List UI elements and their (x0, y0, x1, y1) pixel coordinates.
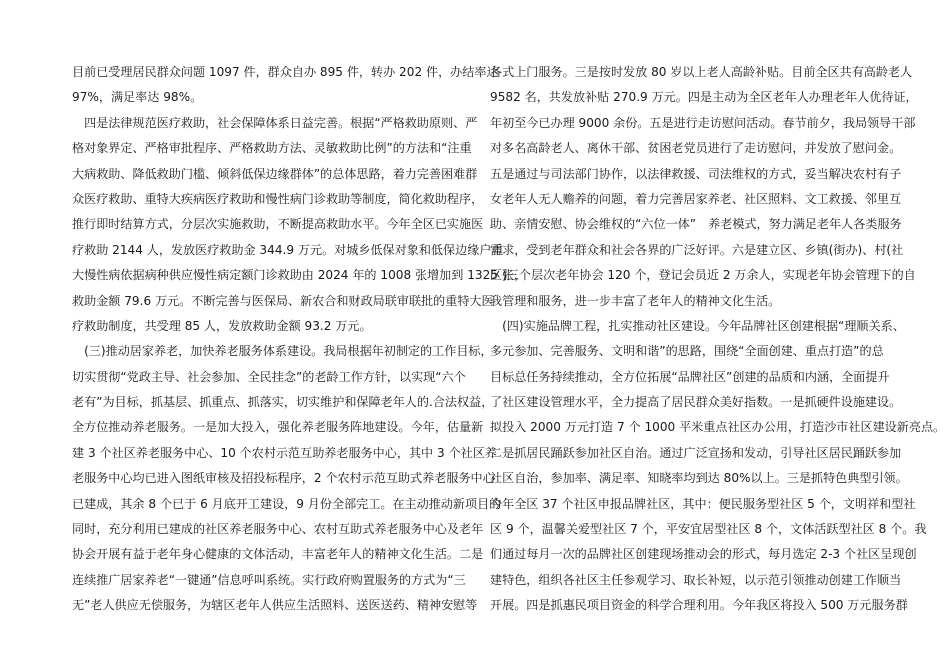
right-text-line: 建特色，组织各社区主任参观学习、取长补短，以示范引领推动创建工作顺当 (490, 572, 902, 587)
left-text-line: 疗救助 2144 人，发放医疗救助金 344.9 万元。对城乡低保对象和低保边缘户重 (72, 242, 504, 257)
left-text-line: 格对象界定、严格审批程序、严格救助方法、灵敏救助比例”的方法和“注重 (72, 141, 472, 156)
right-text-line: 五是通过与司法部门协作，以法律救援、司法维权的方式，妥当解决农村有子 (490, 166, 902, 181)
left-text-line: 建 3 个社区养老服务中心、10 个农村示范互助养老服务中心，其中 3 个社区养 (72, 445, 497, 460)
left-text-line: 97%，满足率达 98%。 (72, 90, 203, 105)
right-text-line: 目标总任务持续推动，全方位拓展“品牌社区”创建的品质和内涵，全面提升 (490, 369, 890, 384)
left-text-line: 目前已受理居民群众问题 1097 件，群众自办 895 件，转办 202 件，办结率达 (72, 65, 499, 79)
right-text-line: 区)三个层次老年协会 120 个，登记会员近 2 万余人，实现老年协会管理下的自 (490, 268, 916, 283)
left-text-line: 连续推广居家养老“一键通”信息呼叫系统。实行政府购置服务的方式为“三 (72, 572, 466, 587)
right-text-line: 区 9 个，温馨关爱型社区 7 个，平安宜居型社区 8 个，文体活跃型社区 8 个。我 (490, 522, 927, 537)
left-text-line: 老服务中心均已进入图纸审核及招投标程序，2 个农村示范互助式养老服务中心 (72, 471, 495, 486)
right-text-line: 社区自治，参加率、满足率、知晓率均到达 80%以上。三是抓特色典型引领。 (490, 471, 908, 486)
right-text-line: 了社区建设管理水平，全力提高了居民群众美好指数。一是抓硬件设施建设。 (490, 395, 902, 410)
left-text-line: 协会开展有益于老年身心健康的文体活动，丰富老年人的精神文化生活。二是 (72, 547, 484, 562)
right-text-line: 多元参加、完善服务、文明和谐”的思路，围绕“全面创建、重点打造”的总 (490, 344, 884, 359)
right-text-line: 女老年人无人赡养的问题，着力完善居家养老、社区照料、文工救援、邻里互 (490, 191, 902, 206)
left-text-line: 众医疗救助、重特大疾病医疗救助和慢性病门诊救助等制度，简化救助程序， (72, 191, 484, 206)
right-text-line: (四)实施品牌工程，扎实推动社区建设。今年品牌社区创建根据“理顺关系、 (490, 318, 905, 333)
right-text-line: 9582 名，共发放补贴 270.9 万元。四是主动为全区老年人办理老年人优待证， (490, 90, 918, 105)
left-text-line: 大慢性病依据病种供应慢性病定额门诊救助由 2024 年的 1008 张增加到 1325 张， (72, 268, 527, 283)
left-text-line: 大病救助、降低救助门槛、倾斜低保边缘群体”的总体思路，着力完善困难群 (72, 166, 478, 181)
left-text-line: 全方位推动养老服务。一是加大投入，强化养老服务阵地建设。今年，估量新 (72, 420, 484, 435)
right-text-line: 们通过每月一次的品牌社区创建现场推动会的形式，每月选定 2-3 个社区呈现创 (490, 547, 917, 562)
right-text-line: 我管理和服务，进一步丰富了老年人的精神文化生活。 (490, 293, 781, 308)
right-text-line: 拟投入 2000 万元打造 7 个 1000 平米重点社区办公用，打造沙市社区建设新亮点。 (490, 420, 946, 435)
left-text-line: 救助金额 79.6 万元。不断完善与医保局、新农合和财政局联审联批的重特大医 (72, 293, 494, 308)
left-text-line: 切实贯彻“党政主导、社会参加、全民挂念”的老龄工作方针，以实现“六个 (72, 369, 466, 384)
left-text-line: 同时，充分利用已建成的社区养老服务中心、农村互助式养老服务中心及老年 (72, 522, 484, 537)
right-text-column (490, 60, 946, 619)
left-text-line: 四是法律规范医疗救助，社会保障体系日益完善。根据“严格救助原则、严 (72, 115, 478, 130)
left-text-line: 疗救助制度，共受理 85 人，发放救助金额 93.2 万元。 (72, 318, 372, 333)
right-text-line: 开展。四是抓惠民项目资金的科学合理利用。今年我区将投入 500 万元服务群 (490, 598, 908, 613)
right-text-line: 年初至今已办理 9000 余份。五是进行走访慰问活动。春节前夕，我局领导干部 (490, 115, 916, 130)
right-text-line: 二是抓居民踊跃参加社区自治。通过广泛宣扬和发动，引导社区居民踊跃参加 (490, 445, 902, 460)
left-text-line: 推行即时结算方式，分层次实施救助，不断提高救助水平。今年全区已实施医 (72, 217, 484, 232)
right-text-line: 需求，受到老年群众和社会各界的广泛好评。六是建立区、乡镇(街办)、村(社 (490, 242, 904, 257)
right-text-line: 助、亲情安慰、协会维权的“六位一体” 养老模式，努力满足老年人各类服务 (490, 217, 902, 232)
left-text-line: (三)推动居家养老，加快养老服务体系建设。我局根据年初制定的工作目标， (72, 344, 493, 359)
left-text-line: 已建成，其余 8 个已于 6 月底开工建设，9 月份全部完工。在主动推动新项目的 (72, 496, 502, 511)
right-text-line: 对多名高龄老人、离休干部、贫困老党员进行了走访慰问，并发放了慰问金。 (490, 141, 902, 156)
right-text-line: 今年全区 37 个社区申报品牌社区，其中：便民服务型社区 5 个，文明祥和型社 (490, 496, 916, 511)
left-text-column (72, 60, 527, 619)
right-text-line: 各式上门服务。三是按时发放 80 岁以上老人高龄补贴。目前全区共有高龄老人 (490, 65, 913, 79)
left-text-line: 老有”为目标，抓基层、抓重点、抓落实，切实维护和保障老年人的.合法权益， (72, 395, 494, 410)
left-text-line: 无”老人供应无偿服务，为辖区老年人供应生活照料、送医送药、精神安慰等 (72, 598, 478, 613)
